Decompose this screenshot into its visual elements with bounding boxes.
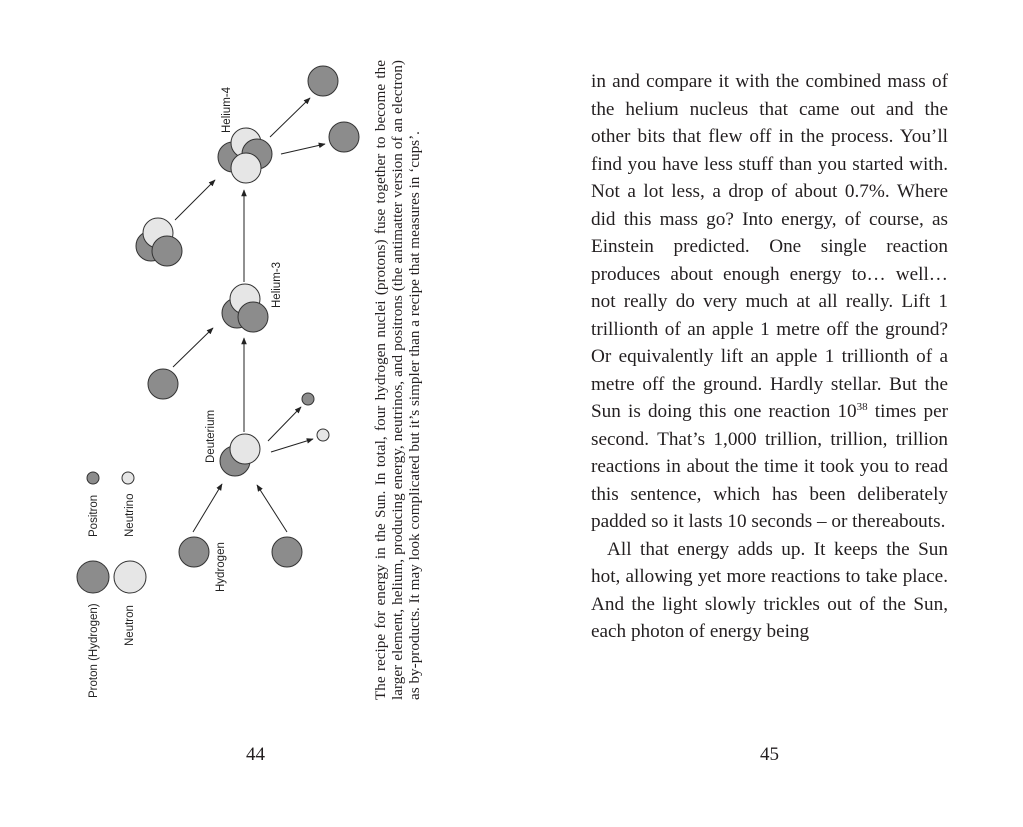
paragraph-1	[591, 68, 948, 536]
body-text	[591, 68, 948, 646]
helium3-proton-2	[238, 302, 268, 332]
proton-input-he3	[148, 369, 178, 399]
figure-caption: The recipe for energy in the Sun. In total, four hydrogen nuclei (protons) fuse together to become the larger element, helium, producing energy, neutrinos, and positrons (the antimatter version of an electron) as by-products. It may look complicated but it’s simpler than a recipe that measures in ‘cups’.	[372, 60, 424, 700]
legend-neutron-label: Neutron	[124, 605, 136, 646]
arrow	[268, 407, 301, 441]
arrow	[193, 484, 222, 532]
arrow	[271, 439, 313, 452]
helium3-label: Helium-3	[271, 261, 283, 308]
proton-proton-chain-diagram	[0, 0, 511, 827]
legend-proton-label: Proton (Hydrogen)	[88, 603, 100, 698]
helium4-neutron-2	[231, 153, 261, 183]
neutrino-output	[317, 429, 329, 441]
legend-neutrino-label: Neutrino	[124, 493, 136, 537]
arrow	[281, 144, 325, 154]
arrow	[173, 328, 213, 367]
legend-positron-label: Positron	[88, 494, 100, 537]
paragraph-2: All that energy adds up. It keeps the Sun hot, allowing yet more reactions to take place. And the light slowly trickles out of the Sun, each photon of energy being	[591, 538, 948, 642]
positron-output	[302, 393, 314, 405]
legend-neutron-icon	[114, 561, 146, 593]
legend-neutrino-icon	[122, 472, 134, 484]
paragraph-1-part-b: times per second. That’s 1,000 trillion, trillion, trillion reactions in about the time it took you to read this sentence, which has been deliberately padded so it lasts 10 seconds – or thereabouts.	[591, 401, 948, 532]
arrow	[270, 98, 310, 137]
hydrogen-proton-1	[179, 537, 209, 567]
arrow	[257, 485, 287, 532]
deuterium-neutron	[230, 434, 260, 464]
deuterium-label: Deuterium	[205, 409, 217, 463]
page-number-left: 44	[246, 744, 265, 765]
paragraph-1-part-a: in and compare it with the combined mass of the helium nucleus that came out and the other bits that flew off in the process. You’ll find you have less stuff than you started with. Not a lot less, a drop of about 0.7%. Where did this mass go? Into energy, of course, as Einstein predicted. One single reaction produces about enough energy to… well… not really do very much at all really. Lift 1 trillionth of an apple 1 metre off the ground? Or equivalently lift an apple 1 trillionth of a metre off the ground. Hardly stellar. But the Sun is doing this one reaction 10	[591, 71, 948, 422]
hydrogen-label: Hydrogen	[215, 542, 227, 592]
page-number-right: 45	[760, 744, 779, 765]
legend-proton-icon	[77, 561, 109, 593]
hydrogen-proton-2	[272, 537, 302, 567]
proton-output-1	[308, 66, 338, 96]
exponent: 38	[856, 401, 868, 413]
legend	[77, 472, 146, 698]
helium3b-proton-2	[152, 236, 182, 266]
proton-output-2	[329, 122, 359, 152]
right-page	[511, 0, 1023, 827]
helium4-label: Helium-4	[221, 86, 233, 133]
arrow	[175, 180, 215, 220]
left-page	[0, 0, 511, 827]
legend-positron-icon	[87, 472, 99, 484]
